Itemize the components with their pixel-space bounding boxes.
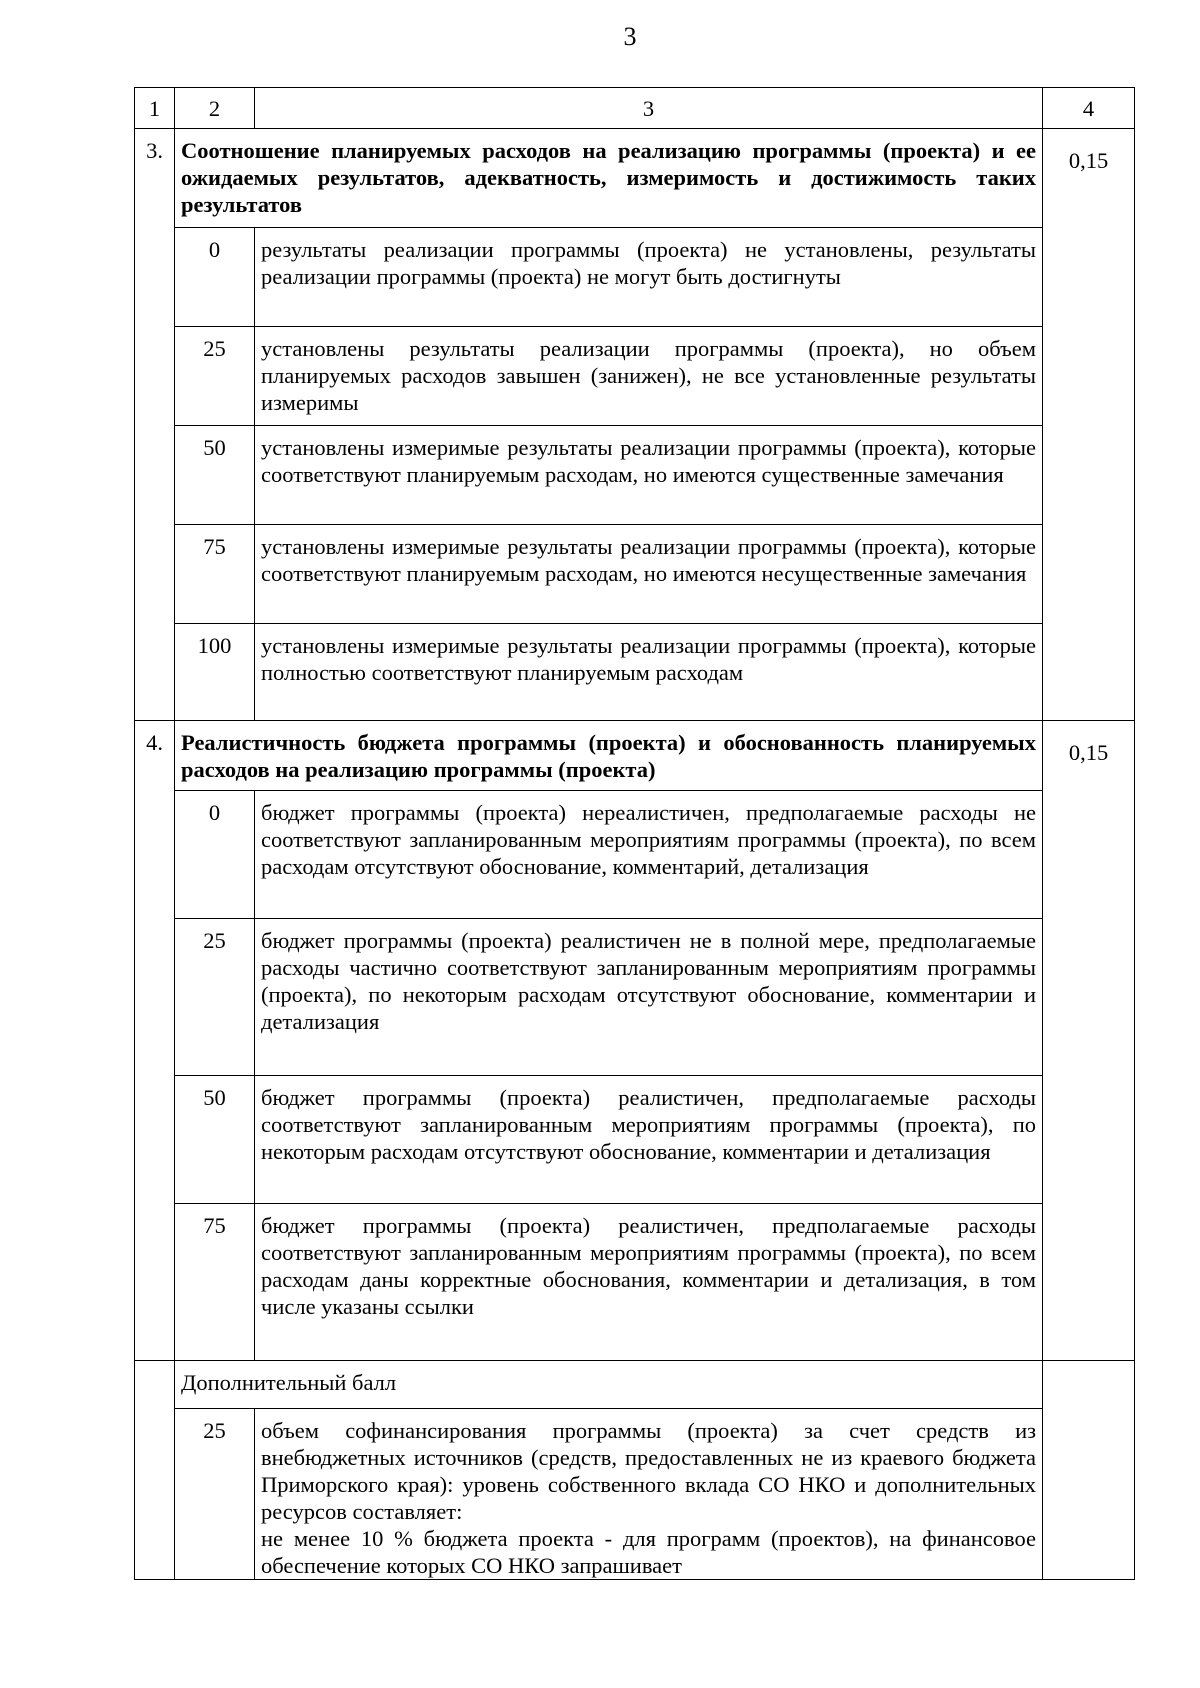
criterion-score: 25 [175, 919, 255, 1076]
criteria-table [134, 87, 1135, 1580]
header-col-4: 4 [1043, 88, 1135, 129]
criterion-score: 75 [175, 1204, 255, 1361]
additional-text-part-1: объем софинансирования программы (проекта) за счет средств из внебюджетных источников (средств, предоставленных не из краевого бюджета Приморского края): уровень собственного вклада СО НКО и дополнительных ресурсов составляет: [261, 1418, 1036, 1524]
criterion-row [135, 1076, 1135, 1204]
criterion-text: установлены измеримые результаты реализации программы (проекта), которые полностью соответствуют планируемым расходам [255, 624, 1043, 721]
page-number: 3 [623, 22, 637, 51]
criterion-row [135, 791, 1135, 919]
table-header-row [135, 88, 1135, 129]
criterion-row [135, 426, 1135, 525]
section-number: 4. [135, 721, 175, 791]
additional-text-part-2: не менее 10 % бюджета проекта - для программ (проектов), на финансовое обеспечение которых СО НКО запрашивает [261, 1526, 1036, 1578]
section-number: 3. [135, 129, 175, 228]
criterion-row [135, 919, 1135, 1076]
additional-row [135, 1361, 1135, 1409]
criterion-text: бюджет программы (проекта) реалистичен не в полной мере, предполагаемые расходы частично соответствуют запланированным мероприятиям программы (проекта), по некоторым расходам отсутствуют обоснование, комментарии и детализация [255, 919, 1043, 1076]
criterion-text: установлены результаты реализации программы (проекта), но объем планируемых расходов завышен (занижен), не все установленные результаты измеримы [255, 327, 1043, 426]
header-col-2: 2 [175, 88, 255, 129]
criterion-score: 100 [175, 624, 255, 721]
criterion-row [135, 624, 1135, 721]
criterion-score: 50 [175, 1076, 255, 1204]
criterion-text: результаты реализации программы (проекта) не установлены, результаты реализации программы (проекта) не могут быть достигнуты [255, 228, 1043, 327]
criterion-text: бюджет программы (проекта) реалистичен, предполагаемые расходы соответствуют запланированным мероприятиям программы (проекта), по некоторым расходам отсутствуют обоснование, комментарии и детализация [255, 1076, 1043, 1204]
criterion-row [135, 327, 1135, 426]
additional-score: 25 [175, 1409, 255, 1580]
criterion-score: 0 [175, 228, 255, 327]
section-weight: 0,15 [1043, 129, 1135, 721]
section-title: Соотношение планируемых расходов на реализацию программы (проекта) и ее ожидаемых результатов, адекватность, измеримость и достижимость таких результатов [175, 129, 1043, 228]
criterion-row [135, 525, 1135, 624]
criterion-row [135, 1204, 1135, 1361]
criterion-text: бюджет программы (проекта) реалистичен, предполагаемые расходы соответствуют запланированным мероприятиям программы (проекта), по всем расходам даны корректные обоснования, комментарии и детализация, в том числе указаны ссылки [255, 1204, 1043, 1361]
criterion-score: 0 [175, 791, 255, 919]
criterion-text: установлены измеримые результаты реализации программы (проекта), которые соответствуют планируемым расходам, но имеются несущественные замечания [255, 525, 1043, 624]
header-col-3: 3 [255, 88, 1043, 129]
criterion-text: бюджет программы (проекта) нереалистичен, предполагаемые расходы не соответствуют запланированным мероприятиям программы (проекта), по всем расходам отсутствуют обоснование, комментарий, детализация [255, 791, 1043, 919]
section-title: Реалистичность бюджета программы (проекта) и обоснованность планируемых расходов на реализацию программы (проекта) [175, 721, 1043, 791]
criterion-score: 25 [175, 327, 255, 426]
additional-label: Дополнительный балл [175, 1361, 1043, 1409]
header-col-1: 1 [135, 88, 175, 129]
criterion-text: установлены измеримые результаты реализации программы (проекта), которые соответствуют планируемым расходам, но имеются существенные замечания [255, 426, 1043, 525]
criterion-row [135, 228, 1135, 327]
criterion-score: 75 [175, 525, 255, 624]
section-row [135, 129, 1135, 228]
criterion-score: 50 [175, 426, 255, 525]
additional-criterion-row [135, 1409, 1135, 1580]
section-weight: 0,15 [1043, 721, 1135, 1361]
section-row [135, 721, 1135, 791]
additional-text [255, 1409, 1043, 1580]
